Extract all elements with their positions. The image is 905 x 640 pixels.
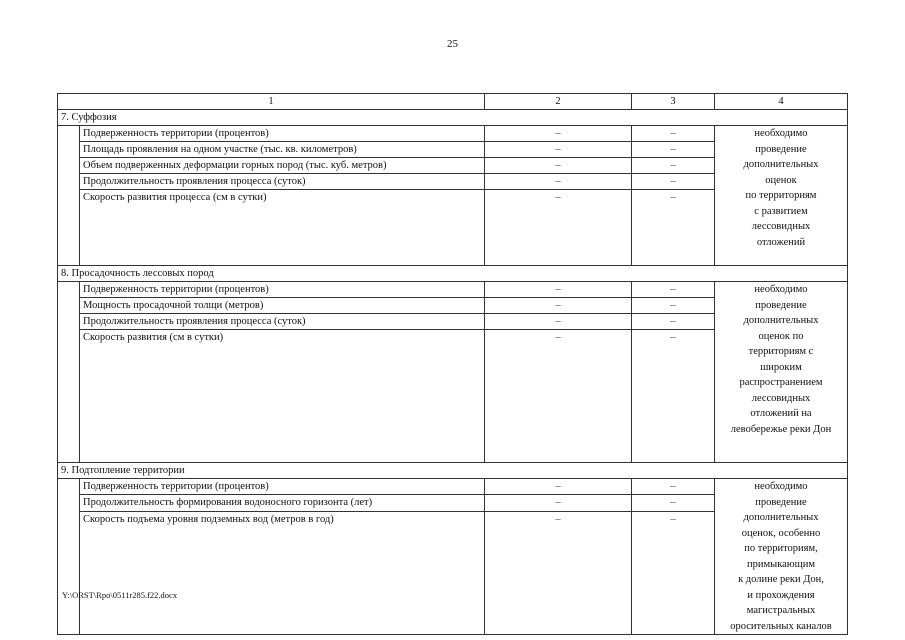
value-col-2: – <box>485 330 632 463</box>
page-number: 25 <box>447 38 458 50</box>
section-title: 8. Просадочность лессовых пород <box>58 266 848 282</box>
value-col-3: – <box>632 282 715 298</box>
row-label: Скорость развития (см в сутки) <box>80 330 485 463</box>
value-col-2: – <box>485 158 632 174</box>
note-line: необходимо <box>754 284 808 295</box>
note-line: оросительных каналов <box>730 620 832 632</box>
row-label: Продолжительность проявления процесса (суток) <box>80 174 485 190</box>
value-col-2: – <box>485 495 632 511</box>
table-body <box>58 110 848 635</box>
value-col-3: – <box>632 126 715 142</box>
note-line: проведение <box>755 143 807 155</box>
row-label: Продолжительность формирования водоносного горизонта (лет) <box>80 495 485 511</box>
row-label: Мощность просадочной толщи (метров) <box>80 298 485 314</box>
note-line: необходимо <box>754 481 808 492</box>
value-col-3: – <box>632 174 715 190</box>
value-col-2: – <box>485 511 632 634</box>
value-col-2: – <box>485 126 632 142</box>
section-title-row <box>58 266 848 282</box>
note-line: дополнительных <box>743 159 819 170</box>
note-line: к долине реки Дон, <box>738 574 824 585</box>
row-label: Подверженность территории (процентов) <box>80 282 485 298</box>
note-line: по территориям, <box>744 543 818 554</box>
value-col-3: – <box>632 495 715 511</box>
note-line: левобережье реки Дон <box>730 423 832 435</box>
note-line: лессовидных <box>751 392 811 404</box>
row-label: Скорость подъема уровня подземных вод (метров в год) <box>80 511 485 634</box>
value-col-3: – <box>632 314 715 330</box>
footer-file-path: Y:\ORST\Rpo\0511r285.f22.docx <box>62 590 178 600</box>
value-col-2: – <box>485 142 632 158</box>
value-col-3: – <box>632 511 715 634</box>
note-line: оценок по <box>758 330 804 342</box>
data-table <box>57 93 848 635</box>
note-cell <box>715 282 848 463</box>
note-line: необходимо <box>754 128 808 139</box>
value-col-3: – <box>632 190 715 266</box>
note-line: по территориям <box>745 190 817 201</box>
section-title: 7. Суффозия <box>58 110 848 126</box>
row-label: Объем подверженных деформации горных пород (тыс. куб. метров) <box>80 158 485 174</box>
note-line: оценок, особенно <box>741 527 821 539</box>
row-label: Скорость развития процесса (см в сутки) <box>80 190 485 266</box>
indent-cell <box>58 126 80 266</box>
note-line: с развитием <box>754 205 808 217</box>
header-row <box>58 94 848 110</box>
note-line: примыкающим <box>747 558 815 570</box>
value-col-2: – <box>485 190 632 266</box>
section-title-row <box>58 110 848 126</box>
value-col-2: – <box>485 298 632 314</box>
note-cell <box>715 479 848 635</box>
note-line: проведение <box>755 299 807 311</box>
note-line: и прохождения <box>747 589 815 601</box>
row-label: Площадь проявления на одном участке (тыс. кв. километров) <box>80 142 485 158</box>
table-row <box>58 126 848 142</box>
header-col-2: 2 <box>485 94 632 110</box>
value-col-3: – <box>632 298 715 314</box>
note-line: магистральных <box>746 605 816 616</box>
value-col-2: – <box>485 282 632 298</box>
table-row <box>58 479 848 495</box>
note-line: дополнительных <box>743 512 819 523</box>
value-col-2: – <box>485 174 632 190</box>
value-col-3: – <box>632 158 715 174</box>
note-line: отложений <box>756 236 806 248</box>
value-col-3: – <box>632 142 715 158</box>
table-row <box>58 282 848 298</box>
note-line: лессовидных <box>751 221 811 232</box>
note-line: отложений на <box>750 408 812 419</box>
note-line: проведение <box>755 496 807 508</box>
note-line: распространением <box>739 377 823 388</box>
value-col-2: – <box>485 479 632 495</box>
value-col-2: – <box>485 314 632 330</box>
note-line: территориям с <box>748 346 814 357</box>
note-cell <box>715 126 848 266</box>
indent-cell <box>58 479 80 635</box>
note-line: дополнительных <box>743 315 819 326</box>
header-col-3: 3 <box>632 94 715 110</box>
note-line: широким <box>760 361 802 373</box>
row-label: Подверженность территории (процентов) <box>80 479 485 495</box>
note-line: оценок <box>765 174 797 186</box>
header-col-4: 4 <box>715 94 848 110</box>
section-title: 9. Подтопление территории <box>58 463 848 479</box>
header-col-1: 1 <box>58 94 485 110</box>
row-label: Подверженность территории (процентов) <box>80 126 485 142</box>
section-title-row <box>58 463 848 479</box>
value-col-3: – <box>632 330 715 463</box>
value-col-3: – <box>632 479 715 495</box>
row-label: Продолжительность проявления процесса (суток) <box>80 314 485 330</box>
indent-cell <box>58 282 80 463</box>
